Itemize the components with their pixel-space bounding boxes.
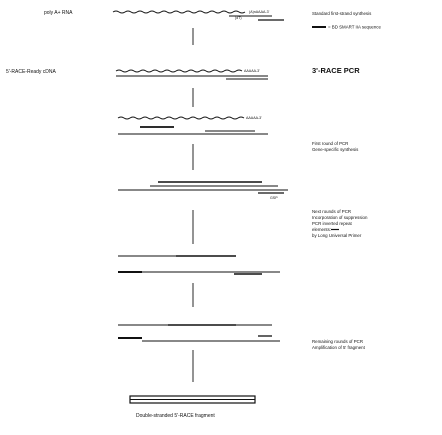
product-label: Double-stranded 5'-RACE fragment bbox=[136, 413, 215, 419]
next-round-products bbox=[118, 182, 288, 200]
race-ready-cdna bbox=[116, 69, 268, 79]
smart-oligo-text: = BD SMART IIA sequence bbox=[328, 24, 381, 30]
remaining-rounds-text-2: Amplification of 5' fragment bbox=[312, 345, 365, 350]
next-rounds-text bbox=[312, 209, 368, 238]
next-rounds-text-2: Incorporation of suppression bbox=[312, 215, 368, 220]
first-round-template bbox=[118, 116, 268, 134]
oligo-dt-label: (dT) bbox=[235, 16, 242, 20]
race-cdna-label: 5'-RACE-Ready cDNA bbox=[6, 69, 56, 75]
race-pcr-heading: 3'-RACE PCR bbox=[312, 66, 360, 75]
double-stranded-product bbox=[130, 396, 255, 403]
first-round-text-1: First round of PCR bbox=[312, 141, 349, 146]
standard-synthesis-text: Standard first-strand synthesis bbox=[312, 11, 372, 16]
smart-oligo-legend bbox=[312, 25, 381, 30]
polya-rna-label: poly A+ RNA bbox=[44, 10, 73, 16]
amplified-intermediate bbox=[118, 325, 280, 341]
polya-rna-strand bbox=[113, 10, 270, 14]
first-round-tail-label: AAAAA-3' bbox=[246, 116, 262, 120]
polya-tail-label: (A)nAAAA-3' bbox=[249, 10, 270, 14]
next-rounds-text-4: elements: bbox=[312, 227, 332, 232]
next-rounds-text-3: PCR inverted repeat bbox=[312, 221, 352, 226]
suppression-intermediate bbox=[118, 256, 280, 274]
next-rounds-text-1: Next rounds of PCR bbox=[312, 209, 352, 214]
remaining-rounds-text-1: Remaining rounds of PCR bbox=[312, 339, 364, 344]
next-rounds-text-5: by Long Universal Primer bbox=[312, 233, 362, 238]
gsp-label: GSP bbox=[270, 196, 278, 200]
cdna-tail-label: AAAAA-3' bbox=[244, 69, 260, 73]
first-round-text-2: Gene-specific synthesis bbox=[312, 147, 359, 152]
oligo-dt-primer-1 bbox=[229, 16, 284, 20]
